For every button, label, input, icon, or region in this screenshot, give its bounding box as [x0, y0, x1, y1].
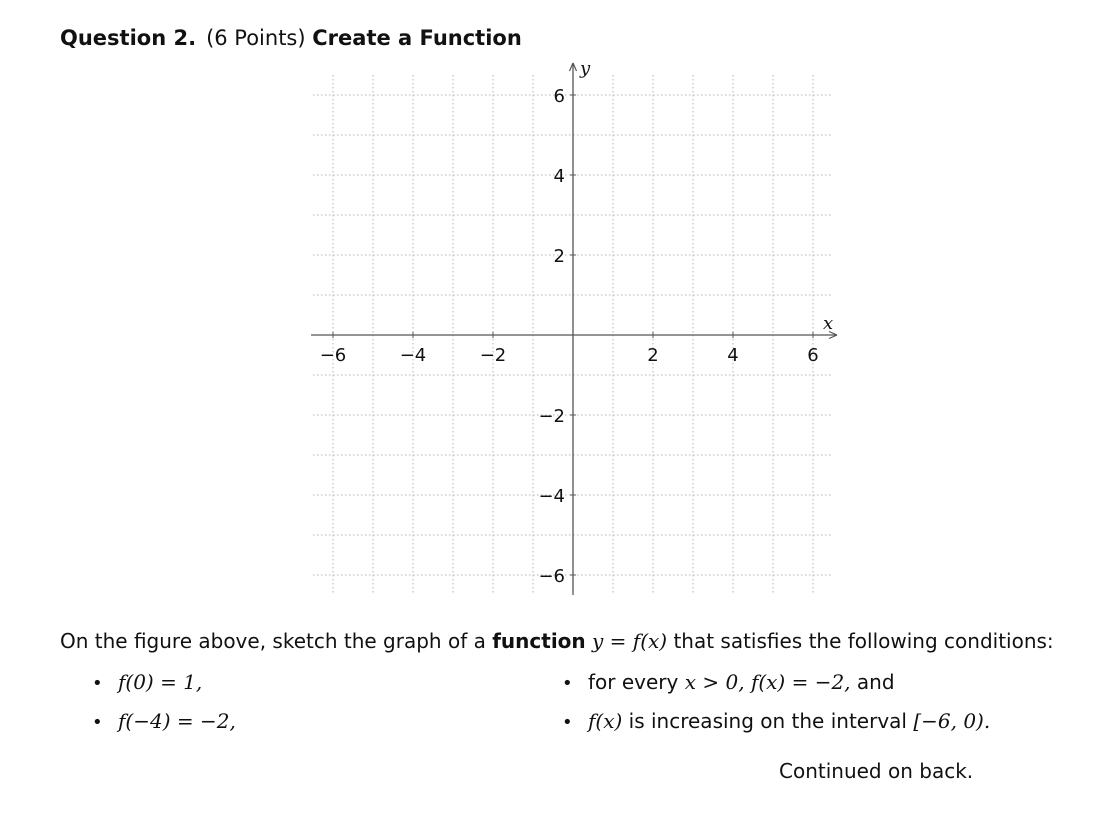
condition-text: and — [856, 670, 895, 694]
y-axis-label: y — [580, 58, 591, 79]
bullet: • — [562, 673, 573, 694]
question-label: Question 2. — [60, 26, 197, 50]
instructions-bold-word: function — [492, 629, 586, 653]
condition-math: x > 0, — [684, 670, 745, 694]
y-tick-label: −2 — [538, 406, 565, 427]
condition-text: is increasing on the interval — [628, 709, 907, 733]
condition-math: f(−4) = −2, — [118, 709, 236, 733]
condition-item — [562, 668, 895, 698]
x-axis-label: x — [823, 313, 834, 334]
x-tick-label: −2 — [479, 345, 507, 366]
y-tick-label: 2 — [553, 246, 565, 267]
continued-note: Continued on back. — [779, 759, 974, 783]
y-tick-label: 4 — [553, 166, 565, 187]
y-tick-label: 6 — [553, 86, 565, 107]
y-tick-label: −4 — [538, 486, 565, 507]
question-title: Create a Function — [312, 26, 522, 50]
condition-text: for every — [588, 670, 679, 694]
condition-math: f(0) = 1, — [118, 670, 203, 694]
question-points: (6 Points) — [206, 26, 306, 50]
x-tick-label: 2 — [647, 345, 659, 366]
tick-labels — [320, 58, 833, 587]
instructions-expression: y = f(x) — [592, 629, 668, 653]
bullet: • — [92, 712, 103, 733]
bullet: • — [562, 712, 573, 733]
instructions-intro: On the figure above, sketch the graph of a — [60, 629, 486, 653]
condition-math: f(x) = −2, — [750, 670, 851, 694]
x-tick-label: −4 — [399, 345, 427, 366]
condition-math: f(x) — [588, 709, 623, 733]
y-tick-label: −6 — [538, 566, 565, 587]
axes — [311, 63, 837, 595]
x-tick-label: 4 — [727, 345, 739, 366]
instructions — [60, 627, 1054, 655]
instructions-outro: that satisfies the following conditions: — [673, 629, 1054, 653]
condition-item — [92, 707, 236, 737]
x-tick-label: −6 — [319, 345, 347, 366]
bullet: • — [92, 673, 103, 694]
condition-item — [562, 707, 990, 737]
condition-math: [−6, 0). — [913, 709, 991, 733]
condition-item — [92, 668, 202, 698]
x-tick-label: 6 — [807, 345, 819, 366]
